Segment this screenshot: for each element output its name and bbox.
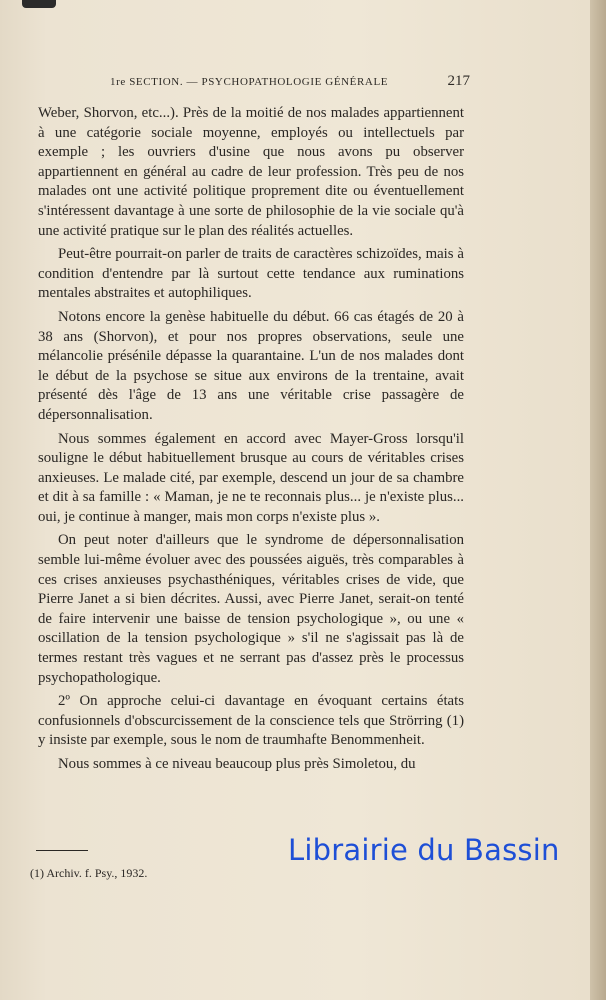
section-title: 1re SECTION. — PSYCHOPATHOLOGIE GÉNÉRALE bbox=[110, 76, 389, 88]
paragraph: On peut noter d'ailleurs que le syndrome de dépersonnalisation semble lui-même évoluer avec des poussées aiguës, très comparables à ces crises anxieuses psychasthéniques, véritables crises de vide, que Pierre Janet a si bien décrites. Aussi, avec Pierre Janet, serait-on tenté de faire intervenir une baisse de tension psychologique », ou une « oscillation de la tension psychologique » s'il ne s'agissait pas là de termes restant très vagues et ne serrant pas d'assez près le processus psychopathologique. bbox=[38, 532, 464, 686]
running-header bbox=[110, 73, 470, 89]
page-number: 217 bbox=[447, 73, 470, 89]
paragraph: Nous sommes également en accord avec Mayer-Gross lorsqu'il souligne le début habituellement brusque au cours de véritables crises anxieuses. Le malade cité, par exemple, descend un jour de sa chambre et dit à sa famille : « Maman, je ne te reconnais plus... je n'existe plus... oui, je continue à manger, mais mon corps n'existe plus ». bbox=[38, 430, 464, 525]
footnote: (1) Archiv. f. Psy., 1932. bbox=[30, 866, 148, 880]
watermark: Librairie du Bassin bbox=[288, 833, 560, 867]
footnote-rule bbox=[36, 850, 88, 851]
paragraph: Weber, Shorvon, etc...). Près de la moitié de nos malades appartiennent à une catégorie sociale moyenne, employés ou intellectuels par exemple ; les ouvriers d'usine que nous avons pu observer appartiennent en général au cadre de leur profession. Très peu de nos malades ont une activité politique proprement dite ou éventuellement s'intéressent davantage à une sorte de philosophie de la vie sociale qu'à une activité pratique sur le plan des réalités actuelles. bbox=[38, 105, 464, 239]
paragraph: Notons encore la genèse habituelle du début. 66 cas étagés de 20 à 38 ans (Shorvon), et pour nos propres observations, seule une mélancolie présénile dépasse la quarantaine. L'un de nos malades dont le début de la psychose se situe aux environs de la trentaine, avait présenté dès l'âge de 13 ans une véritable crise passagère de dépersonnalisation. bbox=[38, 308, 464, 423]
body-text bbox=[38, 104, 464, 779]
paragraph: Peut-être pourrait-on parler de traits de caractères schizoïdes, mais à condition d'entendre par là surtout cette tendance aux ruminations mentales abstraites et autophiliques. bbox=[38, 246, 464, 302]
paragraph: 2º On approche celui-ci davantage en évoquant certains états confusionnels d'obscurcissement de la conscience tels que Strörring (1) y insiste par exemple, sous le nom de traumhafte Benommenheit. bbox=[38, 693, 464, 749]
paragraph: Nous sommes à ce niveau beaucoup plus près Simoletou, du bbox=[58, 756, 416, 772]
page-edge bbox=[590, 0, 606, 1000]
binding-thread bbox=[22, 0, 56, 8]
